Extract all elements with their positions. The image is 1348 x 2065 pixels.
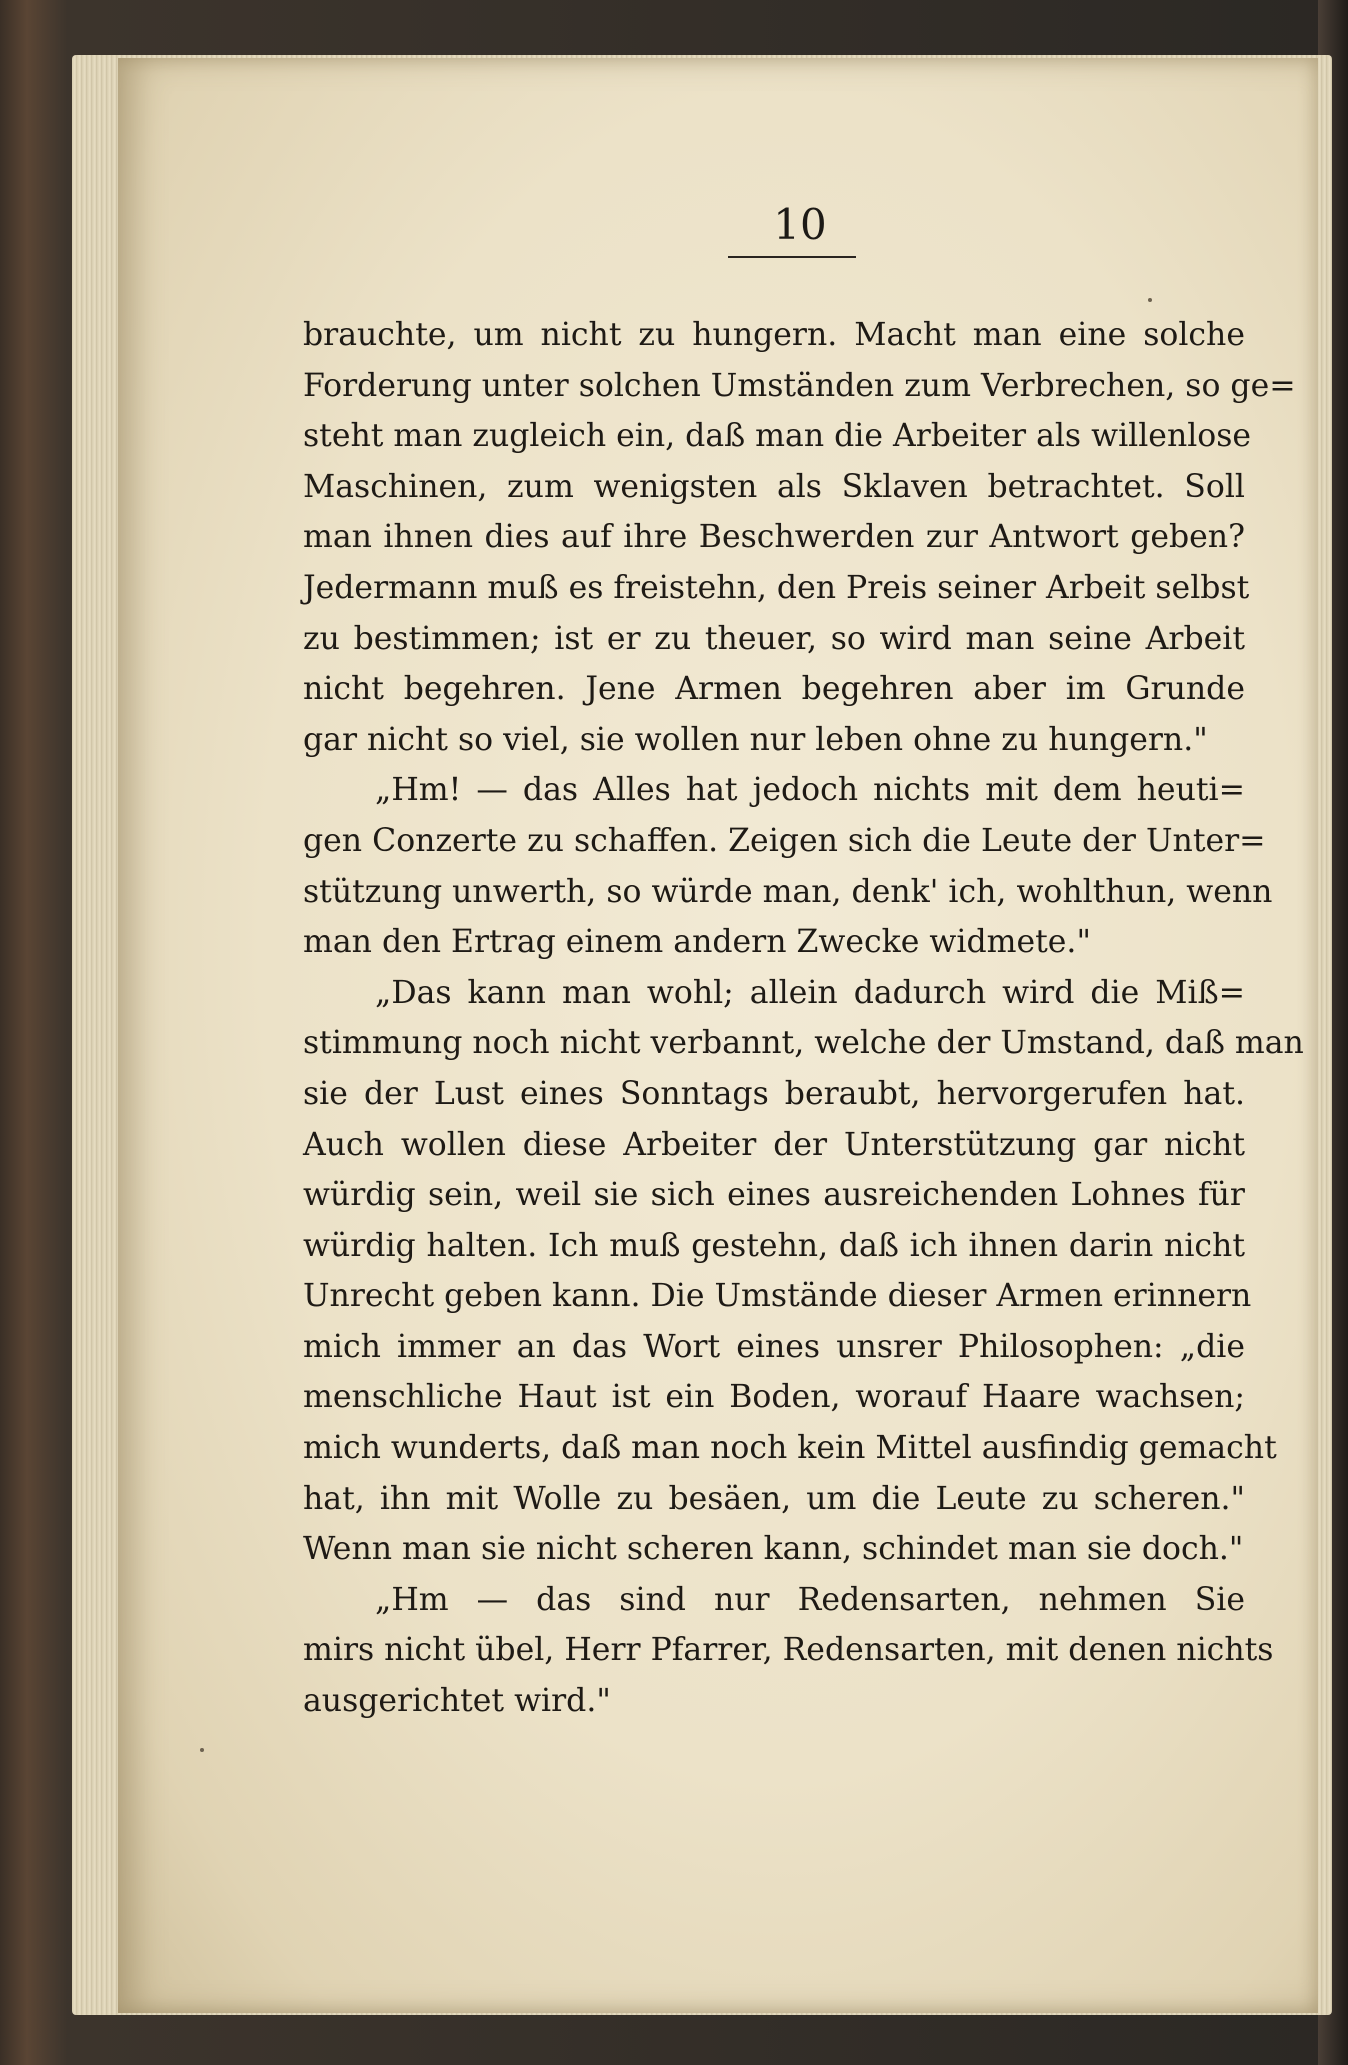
text-line: „Hm — das sind nur Redensarten, nehmen Sie [375,1581,1245,1618]
text-line: menschliche Haut ist ein Boden, worauf Haare wachsen; [303,1379,1245,1416]
text-line: Wenn man sie nicht scheren kann, schindet man sie doch." [303,1531,1244,1568]
text-line: Forderung unter solchen Umständen zum Verbrechen, so ge= [303,367,1296,404]
text-line: steht man zugleich ein, daß man die Arbeiter als willenlose [303,418,1252,455]
text-line: sie der Lust eines Sonntags beraubt, hervorgerufen hat. [303,1075,1245,1112]
text-line: mirs nicht übel, Herr Pfarrer, Redensarten, mit denen nichts [303,1632,1274,1669]
page-number-rule [728,256,856,258]
text-line: mich immer an das Wort eines unsrer Philosophen: „die [303,1328,1245,1365]
text-line: man den Ertrag einem andern Zwecke widmete." [303,924,1091,961]
text-line: „Das kann man wohl; allein dadurch wird die Miß= [375,974,1245,1011]
text-line: gar nicht so viel, sie wollen nur leben ohne zu hungern." [303,721,1208,758]
text-line: würdig halten. Ich muß gestehn, daß ich ihnen darin nicht [303,1227,1245,1264]
text-line: zu bestimmen; ist er zu theuer, so wird man seine Arbeit [303,620,1245,657]
text-line: „Hm! — das Alles hat jedoch nichts mit dem heuti= [375,772,1245,809]
text-line: hat, ihn mit Wolle zu besäen, um die Leute zu scheren." [303,1480,1245,1517]
paper-speck [200,1748,204,1752]
text-line: brauchte, um nicht zu hungern. Macht man eine solche [303,317,1245,353]
text-line: man ihnen dies auf ihre Beschwerden zur Antwort geben? [303,519,1245,556]
text-line: gen Conzerte zu schaffen. Zeigen sich die Leute der Unter= [303,822,1266,859]
text-line: Maschinen, zum wenigsten als Sklaven betrachtet. Soll [303,468,1245,505]
body-text [303,310,1304,1727]
text-line: Auch wollen diese Arbeiter der Unterstützung gar nicht [303,1126,1245,1163]
text-line: Unrecht geben kann. Die Umstände dieser Armen erinnern [303,1278,1252,1315]
text-line: würdig sein, weil sie sich eines ausreichenden Lohnes für [303,1177,1245,1214]
text-line: stimmung noch nicht verbannt, welche der Umstand, daß man [303,1025,1304,1062]
text-line: nicht begehren. Jene Armen begehren aber im Grunde [303,671,1245,708]
text-line: Jedermann muß es freistehn, den Preis seiner Arbeit selbst [303,569,1250,606]
text-line: ausgerichtet wird." [303,1683,611,1720]
text-line: stützung unwerth, so würde man, denk' ich, wohlthun, wenn [303,873,1273,910]
page-number: 10 [773,200,827,249]
text-line: mich wunderts, daß man noch kein Mittel ausfindig gemacht [303,1430,1277,1467]
paper-speck [1148,298,1152,302]
